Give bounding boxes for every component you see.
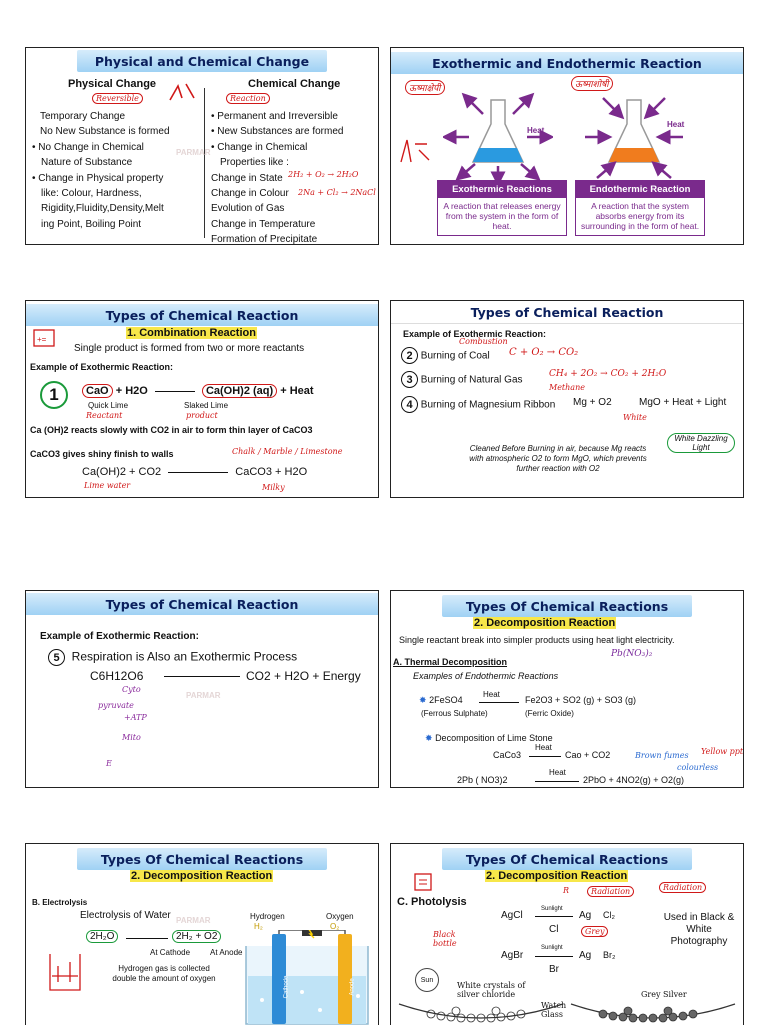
h2-label: H₂ [254, 922, 263, 931]
cl2-label: Cl₂ [603, 910, 615, 920]
o2-label: O₂ [330, 922, 340, 931]
slide-title: Physical and Chemical Change [77, 50, 327, 72]
mg-equation-right: MgO + Heat + Light [639, 397, 727, 408]
slide-exothermic-examples [390, 300, 744, 498]
list-item: • Permanent and Irreversible [211, 111, 338, 122]
plus-sign: + [115, 385, 123, 397]
slide-subtitle [473, 617, 616, 629]
subtitle-highlight: 1. Combination Reaction [127, 327, 256, 339]
slide-subtitle [130, 870, 273, 882]
slide-title: Types Of Chemical Reactions [442, 595, 692, 617]
slide-title: Types of Chemical Reaction [391, 301, 743, 324]
ink-endothermic-hindi: ऊष्माशोषी [571, 76, 613, 91]
respiration-product: CO2 + H2O + Energy [246, 669, 361, 683]
arrow [168, 472, 228, 473]
equation-1-left: 2FeSO4 [429, 695, 463, 705]
ink-cyto: Cyto [122, 685, 141, 694]
watch-glass-diagram [391, 998, 743, 1025]
item-number: 2 [401, 347, 418, 364]
ink-bottle-icon [409, 868, 439, 894]
equation-1: ✸ 2FeSO4 [419, 695, 463, 705]
product-caoh2: Ca(OH)2 (aq) [202, 384, 277, 398]
example-heading: Example of Exothermic Reaction: [40, 631, 199, 642]
ink-equation-2: 2Na + Cl₂ → 2NaCl [298, 188, 376, 197]
list-item: Evolution of Gas [211, 203, 285, 215]
list-item: Nature of Substance [41, 157, 133, 169]
white-crystals-label: White crystals of silver chloride [457, 981, 526, 999]
list-item: • New Substances are formed [211, 126, 344, 138]
item-label: Burning of Coal [420, 350, 490, 362]
list-item: Change in Colour [211, 188, 289, 200]
endothermic-box-heading: Endothermic Reaction [576, 181, 704, 198]
watermark: PARMAR [186, 691, 221, 700]
ink-exothermic-hindi: ऊष्माक्षेपी [405, 80, 445, 95]
sunlight-label-2: Sunlight [541, 945, 563, 951]
ink-lead-nitrate: Pb(NO₃)₂ [611, 649, 653, 659]
list-item-coal [401, 347, 490, 364]
grey-silver-label: Grey Silver [641, 990, 687, 999]
equation-2 [82, 466, 307, 478]
slide-exo-endo [390, 47, 744, 245]
ink-black-bottle: Black bottle [433, 930, 457, 948]
exothermic-box-body: A reaction that releases energy from the system in the form of heat. [443, 201, 561, 232]
arrow [155, 391, 195, 392]
slide-photolysis [390, 843, 744, 1025]
example-heading: Example of Exothermic Reaction: [403, 329, 547, 339]
left-list [32, 109, 170, 232]
quick-lime-label: Quick Lime [88, 401, 129, 410]
equation-1 [82, 385, 314, 397]
ink-chalk-marble: Chalk / Marble / Limestone [232, 447, 343, 456]
chemical-change-heading: Chemical Change [248, 78, 341, 90]
ferrous-label: (Ferrous Sulphate) [421, 709, 488, 718]
reactant-cao: CaO [82, 384, 113, 398]
list-item: • Change in Physical property [32, 172, 164, 184]
anode-note: At Anode [210, 948, 243, 957]
list-item: Formation of Precipitate [211, 234, 318, 245]
ink-pyruvate: pyruvate [98, 701, 134, 710]
ink-white: White [623, 413, 647, 422]
ink-grey: Grey [581, 926, 608, 937]
watermark: PARMAR [176, 916, 211, 925]
equation-left: 2H₂O [86, 930, 118, 943]
hydrogen-label: Hydrogen [250, 912, 285, 921]
example-heading: Example of Exothermic Reaction: [30, 362, 174, 372]
ink-brown-fumes: Brown fumes [635, 751, 689, 760]
electrolysis-water: Electrolysis of Water [80, 910, 171, 921]
sun-icon: Sun [415, 968, 439, 992]
svg-text:+=: += [37, 335, 47, 344]
list-item: like: Colour, Hardness, [41, 188, 142, 200]
ink-reaction: Reaction [226, 93, 270, 104]
ink-box-icon [32, 327, 58, 351]
equation-1-right: Fe2O3 + SO2 (g) + SO3 (g) [525, 695, 637, 705]
ink-colourless: colourless [677, 763, 719, 772]
list-item: Temporary Change [40, 111, 126, 122]
equation-2-right: CaCO3 + H2O [235, 466, 308, 478]
ink-lime-water: Lime water [84, 481, 131, 490]
item-label: Burning of Natural Gas [420, 374, 523, 386]
cl-label: Cl [549, 924, 559, 935]
anode-label: Anode [349, 978, 356, 996]
divider-line [204, 88, 205, 238]
hydrogen-note: Hydrogen gas is collected double the amount of oxygen [112, 964, 216, 983]
arrow [535, 956, 573, 957]
arrow [535, 781, 579, 782]
agcl-label: AgCl [501, 910, 523, 921]
example-number: 1 [40, 381, 68, 409]
slide-title: Types of Chemical Reaction [26, 304, 378, 326]
ink-radiation-2: Radiation [659, 882, 706, 893]
ink-r: R [563, 886, 570, 895]
product-heat: + Heat [280, 385, 314, 397]
slide-thermal-decomposition [390, 590, 744, 788]
ferric-label: (Ferric Oxide) [525, 709, 574, 718]
list-item: Change in Temperature [211, 218, 316, 230]
ink-methane: Methane [549, 383, 585, 392]
slide-subtitle [485, 870, 628, 882]
ink-atp: +ATP [124, 713, 147, 722]
slide-electrolysis [25, 843, 379, 1025]
photolysis-heading: C. Photolysis [397, 896, 467, 908]
equation-3-heat: Heat [549, 768, 566, 777]
respiration-line [48, 649, 297, 666]
ink-check-icon [166, 78, 202, 108]
equation-2-right: Cao + CO2 [565, 750, 611, 760]
cathode-label: Cathode [283, 975, 290, 999]
ink-mito: Mito [122, 733, 141, 742]
list-item: ing Point, Boiling Point [41, 218, 142, 230]
equation-2-heat: Heat [535, 743, 552, 752]
ink-equation-1: 2H₂ + O₂ → 2H₂O [288, 170, 359, 179]
equation-right: 2H₂ + O2 [172, 930, 221, 943]
reactant-h2o: H2O [125, 385, 148, 397]
item-label: Burning of Magnesium Ribbon [420, 399, 556, 411]
exothermic-flask-diagram [443, 92, 553, 180]
ink-beaker-icon [46, 948, 86, 996]
list-item: • No Change in Chemical [32, 141, 144, 153]
subtitle-highlight: 2. Decomposition Reaction [474, 617, 616, 629]
item-number: 5 [48, 649, 65, 666]
endothermic-box [575, 180, 705, 236]
sunlight-label-1: Sunlight [541, 906, 563, 912]
slide-combination-reaction [25, 300, 379, 498]
dazzling-light-label: White Dazzling Light [667, 433, 735, 453]
item-number: 4 [401, 396, 418, 413]
photography-note: Used in Black & White Photography [663, 912, 735, 947]
ag-label-1: Ag [579, 910, 592, 921]
ink-scribble-icon [397, 134, 433, 168]
ink-milky: Milky [262, 483, 285, 492]
equation-1-heat: Heat [483, 690, 500, 699]
endothermic-box-body: A reaction that the system absorbs energy from its surrounding in the form of heat. [580, 201, 700, 232]
arrow [529, 756, 561, 757]
ink-yellow-ppt: Yellow ppt [701, 747, 744, 756]
slide-physical-chemical-change [25, 47, 379, 245]
heat-label-exo: Heat [527, 126, 545, 135]
electrolysis-heading: B. Electrolysis [32, 898, 88, 907]
list-item: Properties like : [220, 157, 289, 169]
list-item-gas [401, 371, 523, 388]
ag-label-2: Ag [579, 950, 592, 961]
ink-reactant: Reactant [86, 411, 123, 420]
slaked-lime-label: Slaked Lime [184, 401, 229, 410]
physical-change-heading: Physical Change [68, 78, 157, 90]
respiration-text: Respiration is Also an Exothermic Process [71, 649, 298, 664]
magnesium-note: Cleaned Before Burning in air, because Mg reacts with atmospheric O2 to form MgO, which prevents further reaction with O2 [469, 444, 647, 473]
slide-title: Exothermic and Endothermic Reaction [391, 52, 743, 74]
shiny-finish-note: CaCO3 gives shiny finish to walls [30, 449, 174, 459]
definition-line: Single reactant break into simpler products using heat light electricity. [399, 635, 675, 645]
exothermic-box-heading: Exothermic Reactions [438, 181, 566, 198]
arrow [126, 938, 168, 939]
ink-reversible: Reversible [92, 93, 143, 104]
list-item-magnesium [401, 396, 555, 413]
ink-e: E [106, 759, 112, 768]
definition-line: Single product is formed from two or more reactants [74, 343, 305, 354]
watch-glass-label: Watch Glass [541, 1001, 567, 1019]
equation-2-left: Ca(OH)2 + CO2 [82, 466, 162, 478]
lime-stone-heading: ✸ Decomposition of Lime Stone [425, 733, 553, 743]
arrow [164, 676, 240, 677]
endothermic-examples: Examples of Endothermic Reactions [413, 671, 559, 681]
watermark: PARMAR [176, 148, 211, 157]
mg-equation-left: Mg + O2 [573, 397, 612, 408]
list-item: • Change in Chemical [211, 141, 308, 153]
list-item: No New Substance is formed [40, 126, 170, 138]
list-item: Rigidity,Fluidity,Density,Melt [41, 203, 164, 215]
equation-3-left: 2Pb ( NO3)2 [457, 775, 508, 785]
ink-product: product [186, 411, 218, 420]
reaction-note: Ca (OH)2 reacts slowly with CO2 in air to form thin layer of CaCO3 [30, 425, 313, 435]
arrow [535, 916, 573, 917]
lime-stone-text: Decomposition of Lime Stone [435, 733, 553, 743]
subtitle-highlight: 2. Decomposition Reaction [486, 870, 628, 882]
ink-gas-equation: CH₄ + 2O₂ → CO₂ + 2H₂O [549, 369, 667, 379]
agbr-label: AgBr [501, 950, 524, 961]
br-label: Br [549, 964, 559, 975]
endothermic-flask-diagram [579, 92, 689, 180]
thermal-heading: A. Thermal Decomposition [393, 657, 508, 667]
ink-radiation: Radiation [587, 886, 634, 897]
slide-title: Types Of Chemical Reactions [77, 848, 327, 870]
slide-title: Types Of Chemical Reactions [442, 848, 692, 870]
slide-title: Types of Chemical Reaction [26, 593, 378, 615]
oxygen-label: Oxygen [326, 912, 354, 921]
heat-label-endo: Heat [667, 120, 685, 129]
slide-subtitle [126, 327, 257, 339]
item-number: 3 [401, 371, 418, 388]
respiration-reactant: C6H12O6 [90, 669, 144, 683]
subtitle-highlight: 2. Decomposition Reaction [131, 870, 273, 882]
cathode-note: At Cathode [150, 948, 191, 957]
ink-coal-equation: C + O₂ → CO₂ [509, 347, 579, 358]
list-item: Change in State [211, 172, 283, 184]
equation-2-left: CaCo3 [493, 750, 522, 760]
ink-combustion: Combustion [459, 337, 508, 346]
arrow [479, 702, 519, 703]
equation-3-right: 2PbO + 4NO2(g) + O2(g) [583, 775, 685, 785]
exothermic-box [437, 180, 567, 236]
br2-label: Br₂ [603, 950, 616, 960]
slide-respiration [25, 590, 379, 788]
